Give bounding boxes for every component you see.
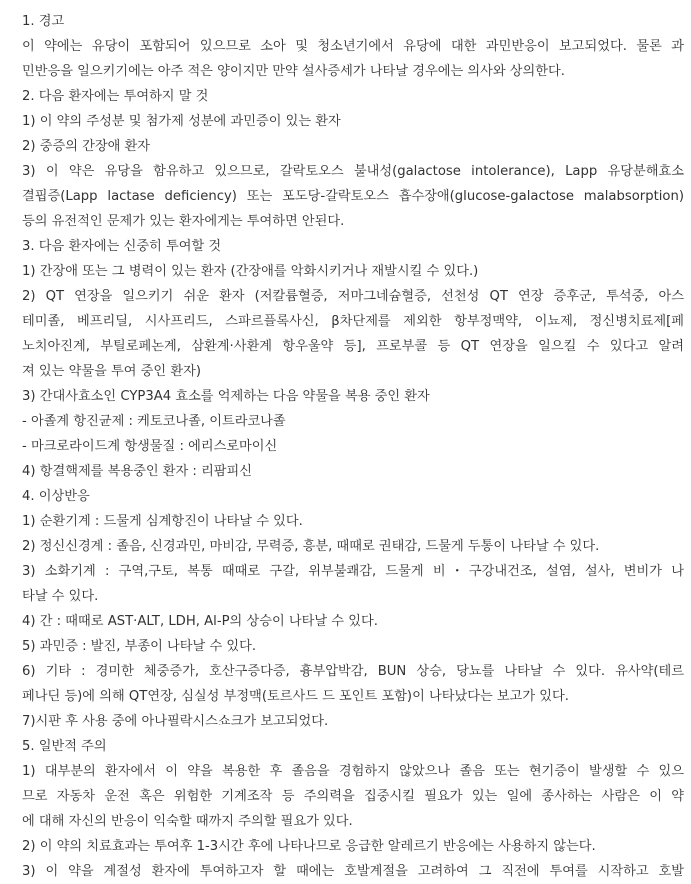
text-line: 4. 이상반응: [22, 489, 90, 504]
text-line: 1) 대부분의 환자에서 이 약을 복용한 후 졸음을 경험하지 않았으나 졸음 또는 현기증이 발생할 수 있으: [22, 764, 684, 779]
text-line: 테미졸, 베프리딜, 시사프리드, 스파르플록사신, β차단제를 제외한 항부정맥약, 이뇨제, 정신병치료제[페: [22, 314, 684, 329]
text-line: 3) 간대사효소인 CYP3A4 효소를 억제하는 다음 약물을 복용 중인 환자: [22, 389, 430, 404]
text-line: 2) QT 연장을 일으키기 쉬운 환자 (저칼륨혈증, 저마그네슘혈증, 선천성 QT 연장 증후군, 투석중, 아스: [22, 289, 684, 304]
text-line: 1) 순환기계 : 드물게 심계항진이 나타날 수 있다.: [22, 514, 303, 529]
text-line: 2) 중증의 간장애 환자: [22, 139, 151, 154]
document-body: [22, 9, 684, 884]
text-line: 등의 유전적인 문제가 있는 환자에게는 투여하면 안된다.: [22, 214, 345, 229]
text-line: 4) 항결핵제를 복용중인 환자 : 리팜피신: [22, 464, 253, 479]
text-line: 타날 수 있다.: [22, 589, 99, 604]
text-line: 페나딘 등)에 의해 QT연장, 심실성 부정맥(토르사드 드 포인트 포함)이 나타났다는 보고가 있다.: [22, 689, 569, 704]
text-line: 민반응을 일으키기에는 아주 적은 양이지만 만약 설사증세가 나타날 경우에는 의사와 상의한다.: [22, 64, 565, 79]
text-line: 7)시판 후 사용 중에 아나필락시스쇼크가 보고되었다.: [22, 714, 329, 729]
text-line: 노치아진계, 부틸로페논계, 삼환계·사환계 항우울약 등], 프로부콜 등 QT 연장을 일으킬 수 있다고 알려: [22, 339, 684, 354]
text-line: 1) 간장애 또는 그 병력이 있는 환자 (간장애를 악화시키거나 재발시킬 수 있다.): [22, 264, 479, 279]
text-line: 이 약에는 유당이 포함되어 있으므로 소아 및 청소년기에서 유당에 대한 과민반응이 보고되었다. 물론 과: [22, 39, 684, 54]
text-line: 져 있는 약물을 투여 중인 환자): [22, 364, 201, 379]
text-line: 5) 과민증 : 발진, 부종이 나타날 수 있다.: [22, 639, 257, 654]
text-line: - 마크로라이드계 항생물질 : 에리스로마이신: [22, 439, 278, 454]
text-line: 2. 다음 환자에는 투여하지 말 것: [22, 89, 209, 104]
text-line: 2) 이 약의 치료효과는 투여후 1-3시간 후에 나타나므로 응급한 알레르기 반응에는 사용하지 않는다.: [22, 839, 596, 854]
text-line: 1) 이 약의 주성분 및 첨가제 성분에 과민증이 있는 환자: [22, 114, 341, 129]
text-line: 1. 경고: [22, 14, 65, 29]
text-line: 3) 이 약을 계절성 환자에 투여하고자 할 때에는 호발계절을 고려하여 그 직전에 투여를 시작하고 호발: [22, 864, 684, 879]
text-line: 6) 기타 : 경미한 체중증가, 호산구증다증, 흉부압박감, BUN 상승, 당뇨를 나타날 수 있다. 유사약(테르: [22, 664, 684, 679]
text-line: 3. 다음 환자에는 신중히 투여할 것: [22, 239, 222, 254]
text-line: 므로 자동차 운전 혹은 위험한 기계조작 등 주의력을 집중시킬 필요가 있는 일에 종사하는 사람은 이 약: [22, 789, 684, 804]
text-line: 3) 소화기계 : 구역,구토, 복통 때때로 구갈, 위부불쾌감, 드물게 비・구강내건조, 설염, 설사, 변비가 나: [22, 564, 684, 579]
text-line: 4) 간 : 때때로 AST·ALT, LDH, Al-P의 상승이 나타날 수 있다.: [22, 614, 378, 629]
text-line: 3) 이 약은 유당을 함유하고 있으므로, 갈락토오스 불내성(galactose intolerance), Lapp 유당분해효소: [22, 164, 684, 179]
text-line: 에 대해 자신의 반응이 익숙할 때까지 주의할 필요가 있다.: [22, 814, 353, 829]
text-line: 결핍증(Lapp lactase deficiency) 또는 포도당-갈락토오스 흡수장애(glucose-galactose malabsorption): [22, 189, 684, 204]
text-line: 2) 정신신경계 : 졸음, 신경과민, 마비감, 무력증, 흥분, 때때로 권태감, 드물게 두통이 나타날 수 있다.: [22, 539, 600, 554]
text-line: 5. 일반적 주의: [22, 739, 107, 754]
text-line: - 아졸계 항진균제 : 케토코나졸, 이트라코나졸: [22, 414, 286, 429]
